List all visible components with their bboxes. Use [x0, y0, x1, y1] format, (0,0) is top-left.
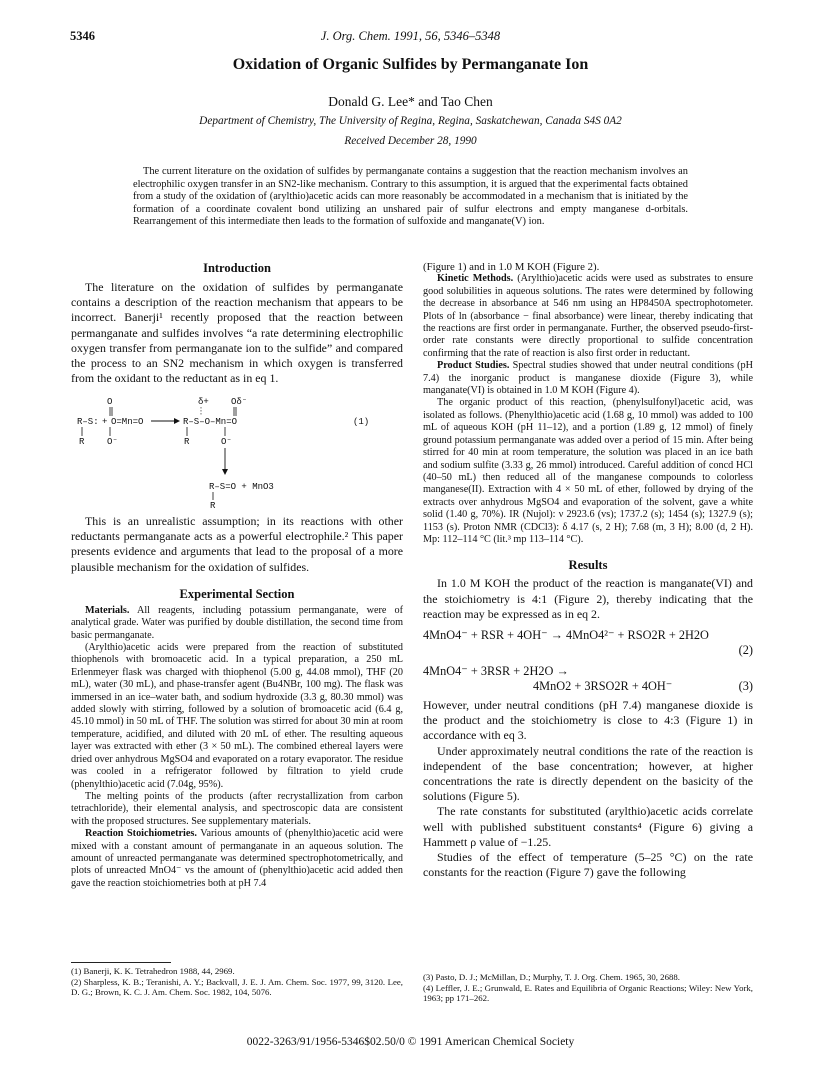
affiliation: Department of Chemistry, The University of Regina, Regina, Saskatchewan, Canada S4S 0A2 — [199, 115, 622, 127]
scheme-plus: + — [102, 417, 108, 427]
reaction-scheme-eq1 — [71, 394, 403, 512]
intro-paragraph-1: The literature on the oxidation of sulfides by permanganate contains a description of the reaction mechanism that appears to be incorrect. Banerji¹ recently proposed that the reaction between permanganate and sulfides involves “a rate determining electrophilic oxygen transfer from permanganate ion to the sulfide” and compared the process to an SN2 mechanism in which oxygen is transferred from the oxidant to the reductant as in eq 1. — [71, 280, 403, 386]
copyright-footer: 0022-3263/91/1956-5346$02.50/0 © 1991 American Chemical Society — [246, 1036, 575, 1048]
column-right — [423, 261, 753, 880]
equation-3-number: (3) — [738, 678, 753, 693]
footnote-2: (2) Sharpless, K. B.; Teranishi, A. Y.; Backvall, J. E. J. Am. Chem. Soc. 1977, 99, 3120. Lee, D. G.; Brown, K. C. J. Am. Chem. Soc. 1982, 104, 5076. — [71, 976, 403, 998]
scheme-bottom-o: O⁻ — [107, 437, 118, 447]
melting-point-paragraph: The melting points of the products (after recrystallization from carbon tetrachloride), their elemental analysis, and spectroscopic data are consistent with the proposed structures. See supplementary materials. — [71, 790, 403, 827]
product-studies-paragraph: Product Studies. Spectral studies showed that under neutral conditions (pH 7.4) the inorganic product is manganese dioxide (Figure 3), while manganate(VI) is obtained in 1.0 M KOH (Figure 4). — [423, 360, 754, 397]
column-left-top — [71, 261, 403, 386]
results-paragraph-2: However, under neutral conditions (pH 7.4) manganese dioxide is the product and the stoichiometry is close to 4:3 (Figure 1) in accordance with eq 3. — [423, 697, 753, 743]
continued-text: (Figure 1) and in 1.0 M KOH (Figure 2). — [423, 261, 600, 273]
journal-header: J. Org. Chem. 1991, 56, 5346–5348 — [320, 29, 501, 43]
kinetic-methods-paragraph: Kinetic Methods. (Arylthio)acetic acids were used as substrates to ensure good solubilities in aqueous solutions. The rates were determined by following the decrease in absorbance at 546 nm using an HP8450A spectrophotometer. Plots of ln (absorbance − final absorbance) were linear, thereby indicating that the reactions are first order in permanganate. Further, the observed pseudo-first-order rate constants were directly proportional to sulfide concentration confirming that the rate of reaction is also first order in reductant. — [423, 273, 754, 359]
scheme-mno4: O=Mn=O — [111, 417, 144, 427]
footnote-3: (3) Pasto, D. J.; McMillan, D.; Murphy, T. J. Org. Chem. 1965, 30, 2688. — [423, 972, 680, 982]
stoichiometry-paragraph: Reaction Stoichiometries. Various amounts of (phenylthio)acetic acid were mixed with a constant amount of permanganate in an aqueous solution. The amount of unreacted permanganate was determined spectrophotometrically, and plots of unreacted MnO4⁻ vs the amount of (phenylthio)acetic acid added then gave the reaction stoichiometries both at pH 7.4 — [71, 828, 403, 889]
scheme-delta-plus: δ+ — [198, 397, 209, 407]
article-title: Oxidation of Organic Sulfides by Permanganate Ion — [232, 56, 589, 73]
results-paragraph-5: Studies of the effect of temperature (5–25 °C) on the rate constants for the reaction (Figure 7) gave the following — [423, 849, 753, 880]
intro-paragraph-2: This is an unrealistic assumption; in its reactions with other reductants permanganate acts as a powerful electrophile.² This paper presents evidence and arguments that lead to the proposal of a more plausible mechanism for the oxidation of sulfides. — [71, 514, 403, 574]
equation-2-text: 4MnO4⁻ + RSR + 4OH⁻ → 4MnO4²⁻ + RSO2R + 2H2O — [423, 627, 709, 642]
equation-2 — [423, 628, 753, 658]
equation-2-number: (2) — [738, 642, 753, 657]
column-left-bottom — [71, 514, 403, 890]
section-heading-introduction: Introduction — [203, 261, 271, 275]
results-paragraph-1: In 1.0 M KOH the product of the reaction is manganate(VI) and the stoichiometry is 4:1 (Figure 2), thereby indicating that the reaction may be expressed as in eq 2. — [423, 576, 753, 621]
footnotes-right — [423, 972, 753, 1004]
scheme-top-o: O — [107, 397, 113, 407]
page-number: 5346 — [70, 29, 95, 43]
footnote-rule-left — [71, 962, 171, 963]
scheme-product: R–S=O + MnO3 — [209, 482, 274, 492]
scheme-eq-number: (1) — [353, 417, 370, 427]
scheme-ts-r: R — [184, 437, 190, 447]
footnote-1: (1) Banerji, K. K. Tetrahedron 1988, 44, 2969. — [71, 966, 235, 976]
equation-3-line-2: 4MnO2 + 3RSO2R + 4OH⁻ — [533, 678, 673, 693]
received-date: Received December 28, 1990 — [344, 135, 477, 147]
footnote-4: (4) Leffler, J. E.; Grunwald, E. Rates and Equilibria of Organic Reactions; Wiley: New York, 1963; pp 171–262. — [423, 982, 753, 1004]
equation-3-line-1: 4MnO4⁻ + 3RSR + 2H2O → — [423, 663, 569, 678]
authors: Donald G. Lee* and Tao Chen — [328, 94, 493, 109]
organic-product-paragraph: The organic product of this reaction, (phenylsulfonyl)acetic acid, was isolated as follows. (Phenylthio)acetic acid (1.68 g, 10 mmol) was added to 100 mL of aqueous KOH (pH 11–12), and a portion (1.89 g, 12 mmol) of finely ground potassium permanganate was added over a period of 15 min. After being stirred for 40 min at room temperature, the solution was placed in an ice bath and sodium sulfite (3.33 g, 26 mmol) introduced. Careful addition of concd HCl (40–50 mL) then reduced all of the manganese compounds to colorless manganese(II). Extraction with 4 × 50 mL of ether, followed by drying of the extracts over anhydrous MgSO4 and evaporation of the solvent, gave a white solid (1.40 g, 70%). IR (Nujol): ν 2923.6 (vs); 1737.2 (s); 1454 (s); 1327.9 (s); 1153 (s). Proton NMR (CDCl3): δ 4.17 (s, 2 H); 7.68 (m, 3 H); 8.00 (d, 2 H). Mp: 112–114 °C (lit.³ mp 113–114 °C). — [423, 397, 753, 545]
section-heading-experimental: Experimental Section — [179, 586, 295, 601]
footnotes-left — [71, 966, 403, 998]
scheme-rs: R–S: — [77, 417, 99, 427]
results-paragraph-3: Under approximately neutral conditions the rate of the reaction is independent of the base concentration; however, at higher concentrations the rate is directly dependent on the basicity of the solutions (Figure 5). — [423, 743, 753, 804]
equation-3 — [423, 664, 753, 694]
abstract: The current literature on the oxidation of sulfides by permanganate contains a suggestion that the reaction mechanism involves an electrophilic oxygen transfer in an SN2-like mechanism. Contrary to this assumption, it is argued that the experimental facts obtained from a study of the oxidation of (arylthio)acetic acids can more reasonably be accommodated in a mechanism that is initiated by the formation of a coordinate covalent bond utilizing an unshared pair of sulfur electrons and empty manganese d-orbitals. Rearrangement of this intermediate then leads to the formation of sulfoxide and manganate(V) ion. — [133, 166, 688, 228]
scheme-delta-minus: Oδ⁻ — [231, 397, 248, 407]
materials-paragraph: Materials. All reagents, including potassium permanganate, were of analytical grade. Water was purified by double distillation, the second time from basic permanganate. — [71, 604, 403, 641]
scheme-product-r: R — [210, 501, 216, 511]
scheme-r: R — [79, 437, 85, 447]
preparation-paragraph: (Arylthio)acetic acids were prepared from the reaction of substituted thiophenols with bromoacetic acid. In a typical preparation, a 250 mL Erlenmeyer flask was charged with thiophenol (5.00 g, 44.08 mmol), THF (20 mL), water (30 mL), and phase-transfer agent (Bu4NBr, 100 mg). The flask was immersed in an ice–water bath, and sodium hydroxide (3.3 g, 80.30 mmol) was added slowly with stirring, followed by a solution of bromoacetic acid (6.4 g, 45.10 mmol) in 50 mL of THF. The solution was stirred for about 30 min at room temperature, acidified, and diluted with 20 mL of ether. The resulting aqueous layer was extracted with ether (3 × 50 mL). The combined ethereal layers were dried over anhydrous MgSO4 and evaporated on a rotary evaporator. The residue was cooled in a refrigerator followed by filtration to yield crude (phenylthio)acetic acid (7.04g, 95%). — [71, 642, 403, 790]
scheme-ts-o: O⁻ — [221, 437, 232, 447]
results-paragraph-4: The rate constants for substituted (arylthio)acetic acids correlate well with published substituent constants⁴ (Figure 6) giving a Hammett ρ value of −1.25. — [423, 804, 753, 849]
scheme-transition-state: R–S–O–Mn=O — [183, 417, 238, 427]
section-heading-results: Results — [568, 558, 608, 573]
